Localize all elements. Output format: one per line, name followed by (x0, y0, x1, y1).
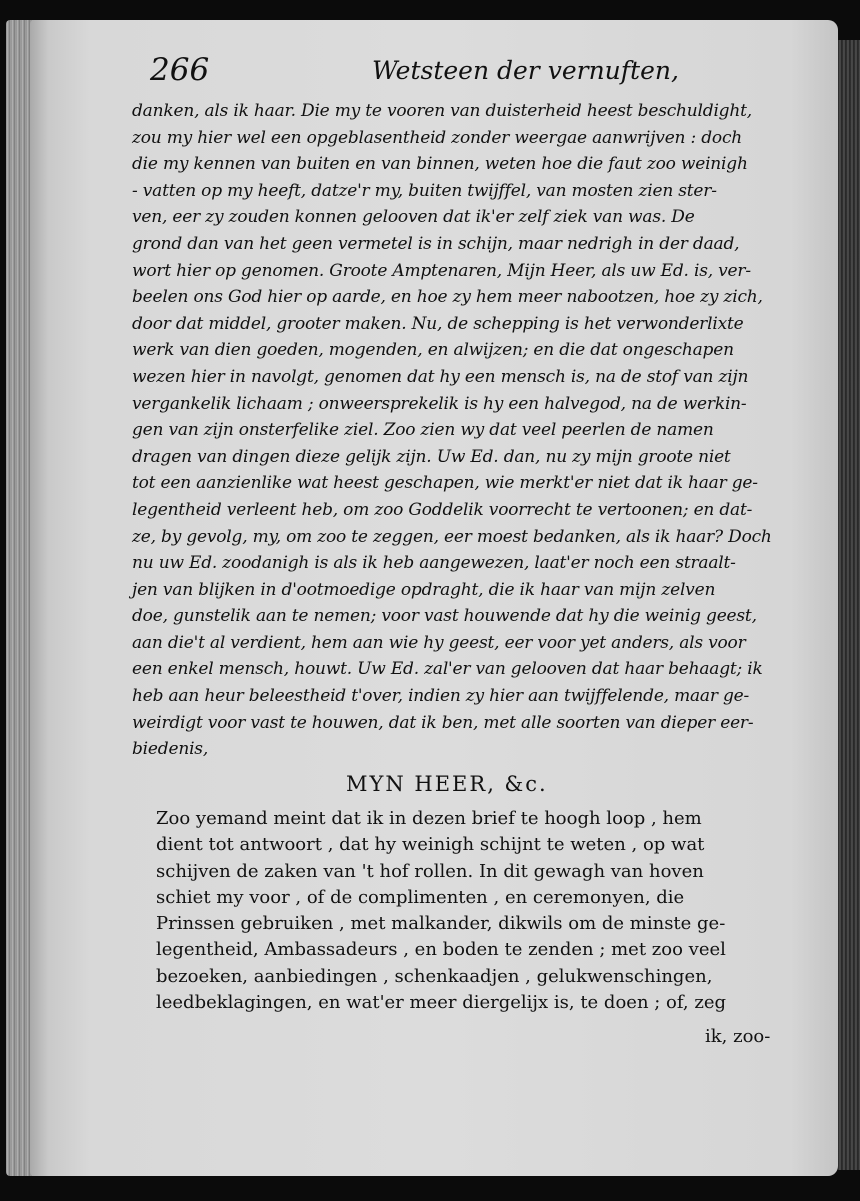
dedication-line: gen van zijn onsterfelike ziel. Zoo zien wy dat veel peerlen de namen (132, 420, 714, 441)
salutation: MYN HEER, &c. (346, 772, 548, 796)
dedication-text (132, 98, 812, 763)
dedication-line: - vatten op my heeft, datze'r my, buiten twijffel, van mosten zien ster- (132, 180, 717, 201)
page-header (150, 46, 770, 96)
dedication-line: jen van blijken in d'ootmoedige opdraght, die ik haar van mijn zelven (132, 579, 716, 600)
dedication-line: nu uw Ed. zoodanigh is als ik heb aangewezen, laat'er noch een straalt- (132, 553, 736, 574)
page-number: 266 (150, 52, 210, 88)
dedication-line: biedenis, (132, 739, 209, 760)
dedication-line: dragen van dingen dieze gelijk zijn. Uw Ed. dan, nu zy mijn groote niet (132, 446, 731, 467)
dedication-line: werk van dien goeden, mogenden, en alwijzen; en die dat ongeschapen (132, 340, 734, 361)
dedication-line: tot een aanzienlike wat heest geschapen, wie merkt'er niet dat ik haar ge- (132, 473, 758, 494)
body-line: schijven de zaken van 't hof rollen. In dit gewagh van hoven (156, 860, 704, 882)
dedication-line: weirdigt voor vast te houwen, dat ik ben, met alle soorten van dieper eer- (132, 712, 754, 733)
body-text (156, 806, 806, 1016)
dedication-line: ze, by gevolg, my, om zoo te zeggen, eer moest bedanken, als ik haar? Doch (132, 526, 772, 547)
body-line: leedbeklagingen, en wat'er meer diergelijx is, te doen ; of, zeg (156, 992, 726, 1014)
dedication-line: heb aan heur beleestheid t'over, indien zy hier aan twijffelende, maar ge- (132, 686, 750, 707)
dedication-line: grond dan van het geen vermetel is in schijn, maar nedrigh in der daad, (132, 233, 740, 254)
dedication-line: die my kennen van buiten en van binnen, weten hoe die faut zoo weinigh (132, 154, 748, 175)
body-line: bezoeken, aanbiedingen , schenkaadjen , gelukwenschingen, (156, 965, 713, 987)
body-line: Zoo yemand meint dat ik in dezen brief te hoogh loop , hem (156, 808, 702, 829)
dedication-line: vergankelik lichaam ; onweersprekelik is hy een halvegod, na de werkin- (132, 393, 747, 414)
dedication-line: legentheid verleent heb, om zoo Goddelik voorrecht te vertoonen; en dat- (132, 499, 753, 520)
right-page-edge (838, 40, 860, 1170)
body-line: Prinssen gebruiken , met malkander, dikwils om de minste ge- (156, 913, 726, 935)
dedication-line: ven, eer zy zouden konnen gelooven dat ik'er zelf ziek van was. De (132, 207, 695, 228)
body-line: legentheid, Ambassadeurs , en boden te zenden ; met zoo veel (156, 939, 726, 961)
dedication-line: wezen hier in navolgt, genomen dat hy een mensch is, na de stof van zijn (132, 366, 749, 387)
catchword: ik, zoo- (705, 1026, 771, 1047)
dedication-line: doe, gunstelik aan te nemen; voor vast houwende dat hy die weinig geest, (132, 606, 757, 627)
dedication-line: een enkel mensch, houwt. Uw Ed. zal'er van gelooven dat haar behaagt; ik (132, 659, 763, 680)
body-line: dient tot antwoort , dat hy weinigh schijnt te weten , op wat (156, 834, 705, 856)
dedication-line: wort hier op genomen. Groote Amptenaren, Mijn Heer, als uw Ed. is, ver- (132, 260, 751, 281)
dedication-line: aan die't al verdient, hem aan wie hy geest, eer voor yet anders, als voor (132, 632, 746, 653)
dedication-line: zou my hier wel een opgeblasentheid zonder weergae aanwrijven : doch (132, 127, 743, 148)
dedication-line: door dat middel, grooter maken. Nu, de schepping is het verwonderlixte (132, 313, 744, 334)
running-title: Wetsteen der vernuften, (372, 56, 679, 85)
body-line: schiet my voor , of de complimenten , en ceremonyen, die (156, 886, 685, 908)
dedication-line: beelen ons God hier op aarde, en hoe zy hem meer nabootzen, hoe zy zich, (132, 287, 763, 308)
dedication-line: danken, als ik haar. Die my te vooren van duisterheid heest beschuldight, (132, 101, 752, 121)
